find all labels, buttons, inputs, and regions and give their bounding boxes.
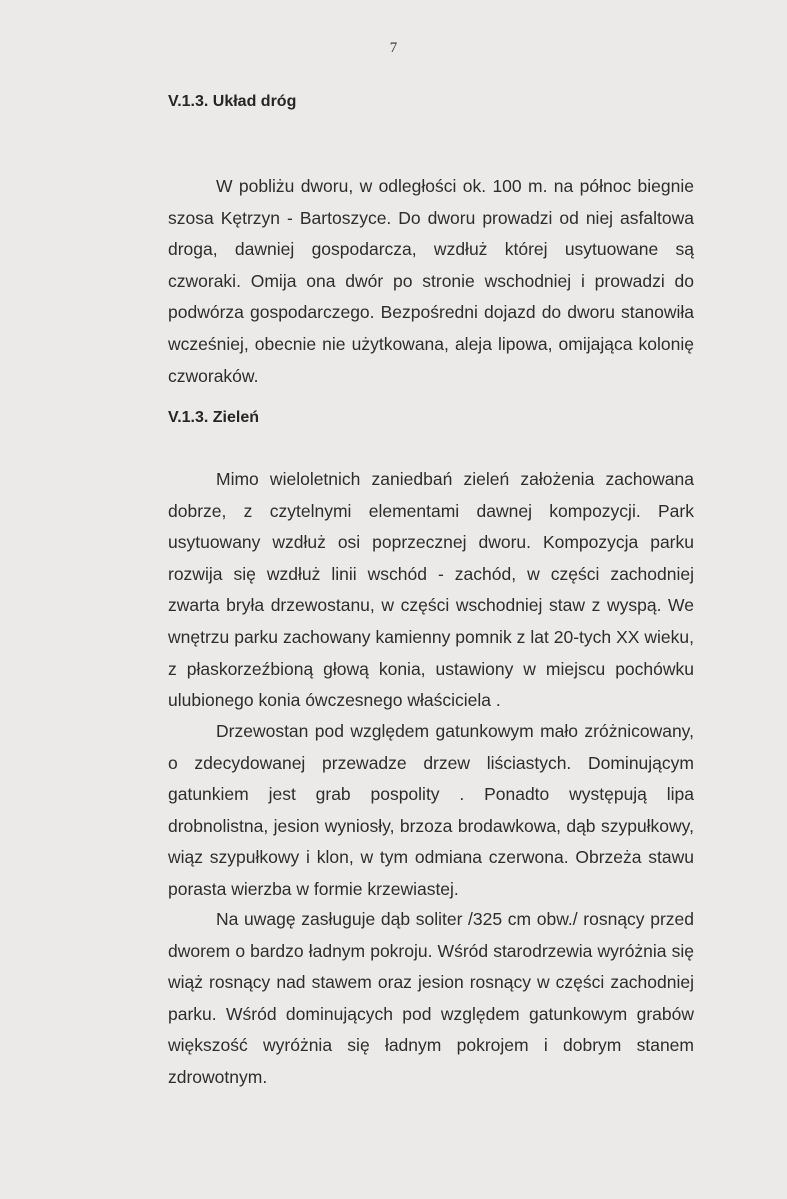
paragraph-greenery-3: Na uwagę zasługuje dąb soliter /325 cm obw./ rosnący przed dworem o bardzo ładnym pokroju. Wśród starodrzewia wyróżnia się wiąż rosnący nad stawem oraz jesion rosnący w części zachodniej parku. Wśród dominujących pod względem gatunkowym grabów większość wyróżnia się ładnym pokrojem i dobrym stanem zdrowotnym. [168, 909, 694, 1087]
page-number: 7 [389, 40, 398, 56]
section-heading-greenery: V.1.3. Zieleń [168, 409, 260, 426]
paragraph-greenery-2: Drzewostan pod względem gatunkowym mało zróżnicowany, o zdecydowanej przewadze drzew liściastych. Dominującym gatunkiem jest grab pospolity . Ponadto występują lipa drobnolistna, jesion wyniosły, brzoza brodawkowa, dąb szypułkowy, wiąz szypułkowy i klon, w tym odmiana czerwona. Obrzeża stawu porasta wierzba w formie krzewiastej. [168, 721, 694, 899]
paragraph-greenery-1: Mimo wieloletnich zaniedbań zieleń założenia zachowana dobrze, z czytelnymi elementami dawnej kompozycji. Park usytuowany wzdłuż osi poprzecznej dworu. Kompozycja parku rozwija się wzdłuż linii wschód - zachód, w części zachodniej zwarta bryła drzewostanu, w części wschodniej staw z wyspą. We wnętrzu parku zachowany kamienny pomnik z lat 20-tych XX wieku, z płaskorzeźbioną głową konia, ustawiony w miejscu pochówku ulubionego konia ówczesnego właściciela . [168, 469, 694, 711]
section-heading-roads: V.1.3. Układ dróg [168, 93, 297, 110]
paragraph-roads: W pobliżu dworu, w odległości ok. 100 m. na północ biegnie szosa Kętrzyn - Bartoszyce. Do dworu prowadzi od niej asfaltowa droga, dawniej gospodarcza, wzdłuż której usytuowane są czworaki. Omija ona dwór po stronie wschodniej i prowadzi do podwórza gospodarczego. Bezpośredni dojazd do dworu stanowiła wcześniej, obecnie nie użytkowana, aleja lipowa, omijająca kolonię czworaków. [168, 176, 694, 386]
